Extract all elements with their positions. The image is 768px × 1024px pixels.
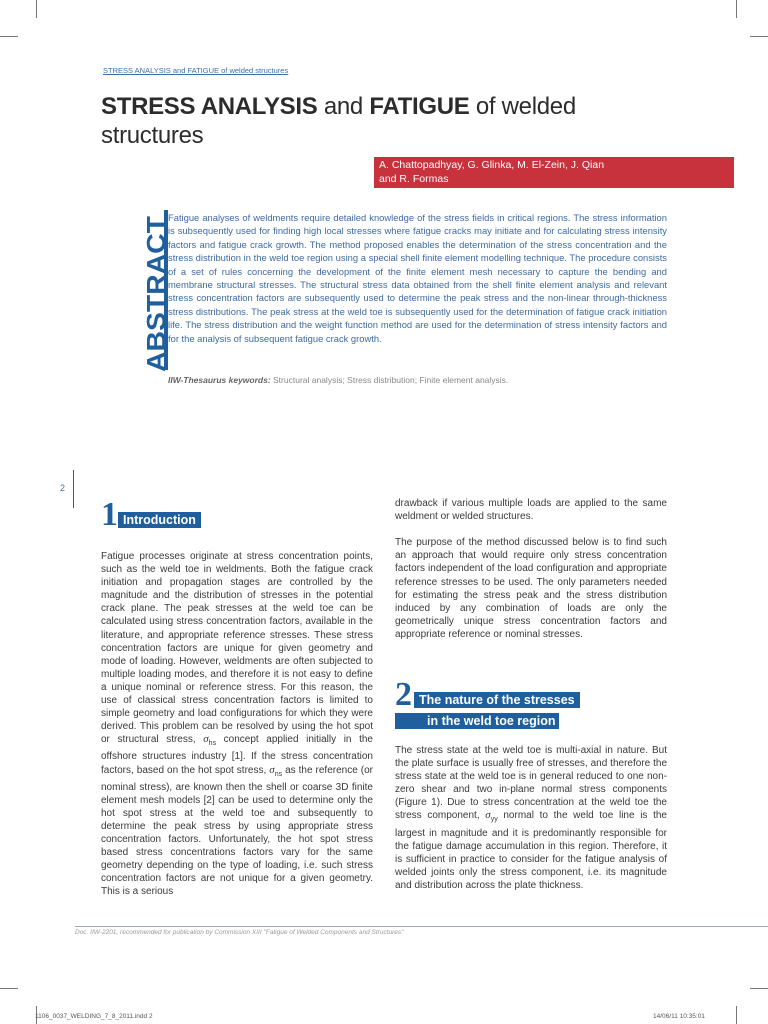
page-number: 2 [60,483,66,493]
footer-rule [75,926,768,927]
crop-mark [736,0,737,18]
keywords-line [168,375,508,385]
slug-timestamp: 14/06/11 10:35:01 [653,1013,705,1020]
authors-line-1: A. Chattopadhyay, G. Glinka, M. El-Zein, J. Qian [379,159,605,171]
right-column-top [395,497,667,654]
title-line-2: structures [101,122,204,149]
sigma-ns: σ [269,763,275,776]
intro-paragraph-continued: drawback if various multiple loads are applied to the same weldment or welded structures. [395,498,667,523]
section-2-text-b: normal to the weld toe line is the largest in magnitude and it is predominantly responsible for the fatigue damage accumulation in this region. Therefore, it is sufficient in practice to consider for the fatigue analysis of welded joints only the stress component, i.e. its magnitude and distribution across the plate thickness. [395,810,667,891]
sigma-yy: σ [485,809,491,822]
crop-mark [750,988,768,989]
section-2-text-a: The stress state at the weld toe is multi-axial in nature. But the plate surface is usually free of stresses, and therefore the stress state at the weld toe is in general reduced to one non-zero shear and two in-plane normal stress components (Figure 1). Due to stress concentration at the weld toe the stress component, [395,745,667,822]
sigma-hs: σ [203,733,209,746]
title-part-4: of welded [469,93,576,120]
abstract-heading-text: ABSTRACT [141,229,171,372]
left-column [101,550,373,912]
crop-mark [0,36,18,37]
intro-paragraph-purpose: The purpose of the method discussed below is to find such an approach that would require only stress concentration factors independent of the load configuration and appropriate reference stresses to be used. The only parameters needed for estimating the stress peak and the stress distribution induced by any combination of loads are only the geometrically unique stress concentration factors and appropriate reference or nominal stresses. [395,537,667,640]
section-1-label: Introduction [118,512,201,528]
authors-line-2: and R. Formas [379,173,449,185]
intro-text-b: concept applied initially in the offshore structures industry [1]. If the stress concentration factors, based on the hot spot stress, [101,734,373,776]
title-part-1: STRESS ANALYSIS [101,93,318,120]
article-title [101,92,661,150]
abstract-body: Fatigue analyses of weldments require detailed knowledge of the stress fields in critical regions. The stress information is subsequently used for finding high local stresses where fatigue cracks may initiate and for calculating stress intensity factors and fatigue crack growth. The method proposed enables the determination of the stress concentration and the stress distribution in the weld toe region using a special shell finite element modelling technique. The procedure consists of a set of rules concerning the development of the finite element mesh necessary to capture the bending and membrane structural stresses. The structural stress data obtained from the shell finite element analysis and relevant stress concentration factors are subsequently used to determine the peak stress and the non-linear through-thickness stress distributions. The peak stress at the weld toe is subsequently used for the determination of fatigue crack initiation life. The stress distribution and the weight function method are used for the determination of stress intensity factors and for the analysis of subsequent fatigue crack growth. [168,212,667,344]
right-column-section-2 [395,744,667,905]
section-2-label-line-1: The nature of the stresses [414,692,580,708]
section-2-number: 2 [395,676,410,713]
intro-text-a: Fatigue processes originate at stress concentration points, such as the weld toe in weldments. Both the fatigue crack initiation and propagation stages are controlled by the magnitude and the distribution of stresses in the potential crack plane. The peak stresses at the weld toe can be calculated using stress concentration factors, available in the literature, and appropriate reference stresses. These stress concentration factors are unique for given geometry and mode of loading. However, weldments are often subjected to multiple loading modes, and therefore it is not easy to define a unique nominal or reference stress. For this reason, the use of classical stress concentration factors is limited to simple geometry and load configurations for which they were derived. This problem can be resolved by using the hot spot or structural stress, [101,551,373,746]
sigma-ns-subscript: ns [274,770,283,778]
page-number-rule [73,470,74,508]
running-header[interactable]: STRESS ANALYSIS and FATIGUE of welded structures [103,66,289,75]
title-part-3: FATIGUE [369,93,470,120]
crop-mark [736,1006,737,1024]
title-part-2: and [317,93,370,120]
keywords-list: Structural analysis; Stress distribution; Finite element analysis. [270,375,509,385]
section-2-paragraph [395,744,667,892]
section-2-heading [395,676,580,730]
keywords-label: IIW-Thesaurus keywords: [168,375,271,385]
intro-text-c: as the reference (or nominal stress), are known then the shell or coarse 3D finite element mesh models [2] can be used to determine only the hot spot stress at the weld toe and subsequently to determine the peak stress by using appropriate stress concentration factors. Unfortunately, the hot spot stress based stress concentrations factors vary for the same geometry depending on the type of loading, i.e. such stress concentration factors are not unique for a given geometry. This is a serious [101,764,373,898]
footer-note: Doc. IIW-2201, recommended for publication by Commission XIII "Fatigue of Welded Components and Structures" [75,929,404,936]
section-1-number: 1 [101,496,116,533]
crop-mark [0,988,18,989]
crop-mark [36,0,37,18]
sigma-hs-subscript: hs [208,740,217,748]
section-2-label-line-2: in the weld toe region [395,713,559,729]
slug-filename: 1106_0037_WELDING_7_8_2011.indd 2 [35,1013,153,1020]
intro-paragraph [101,550,373,898]
sigma-yy-subscript: yy [490,816,498,824]
section-1-heading [101,496,201,533]
crop-mark [750,36,768,37]
authors-box [374,157,734,188]
